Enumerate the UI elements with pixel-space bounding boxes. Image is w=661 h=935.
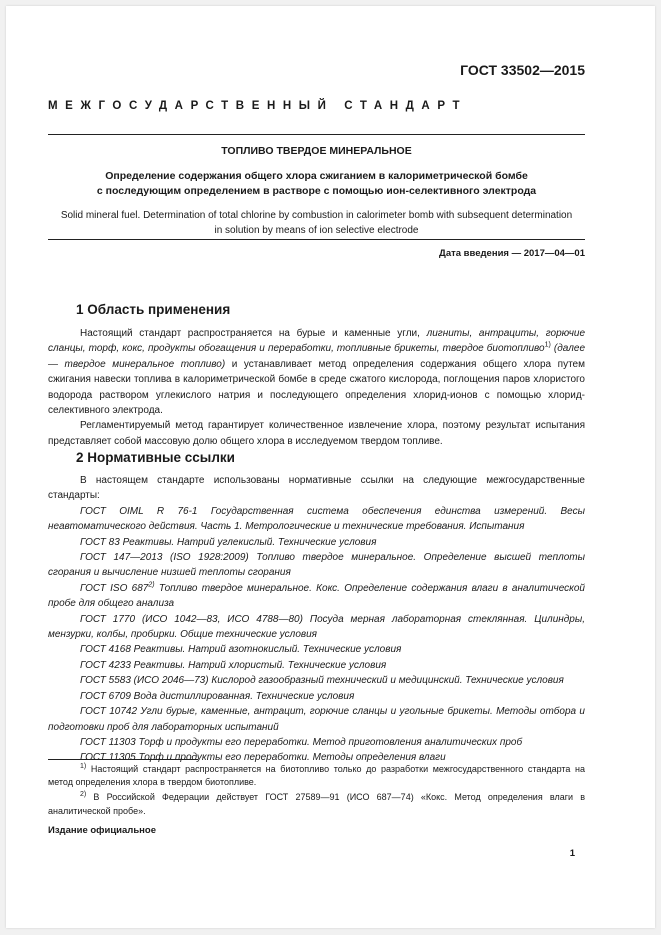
footnote-ref-1: 1) <box>544 342 551 350</box>
header-rule-top <box>48 134 585 135</box>
reference-item: ГОСТ 4168 Реактивы. Натрий азотнокислый. Технические условия <box>80 644 402 656</box>
section-1-paragraph-2: Регламентируемый метод гарантирует количественное извлечение хлора, поэтому результат испытания представляет собой массовую долю общего хлора в исследуемом твердом топливе. <box>48 420 585 447</box>
reference-item: ГОСТ 11303 Торф и продукты его переработки. Метод приготовления аналитических проб <box>80 736 523 748</box>
footnotes <box>48 763 585 820</box>
english-title-line-1: Solid mineral fuel. Determination of total chlorine by combustion in calorimeter bomb with subsequent determination <box>60 210 573 221</box>
reference-item-iso-687: ГОСТ ISO 687$^{2)}$ Топливо твердое минеральное. Кокс. Определение содержания влаги в аналитической пробе для общего анализа <box>48 581 585 610</box>
reference-item: ГОСТ 83 Реактивы. Натрий углекислый. Технические условия <box>80 536 377 548</box>
section-2-heading: 2 Нормативные ссылки <box>76 450 235 465</box>
section-1-heading: 1 Область применения <box>76 302 231 317</box>
section-2-intro: В настоящем стандарте использованы нормативные ссылки на следующие межгосударственные стандарты: <box>48 475 585 502</box>
document-number: ГОСТ 33502—2015 <box>460 62 585 78</box>
section-1-paragraph-1: Настоящий стандарт распространяется на бурые и каменные угли, лигниты, антрациты, горючие сланцы, торф, кокс, продукты обогащения и переработки, топливные брикеты, твердое биотопливо$^{1)}$ (далее — твердое минеральное топливо) и устанавливает метод определения содержания общего хлора путем сжигания навески топлива в калориметрической бомбе в среде сжатого кислорода, поглощения паров хлористого водорода раствором углекислого натрия и последующего определения хлорид-ионов с помощью хлорид-селективного электрода. <box>48 328 586 417</box>
reference-item: ГОСТ 11305 Торф и продукты его переработки. Методы определения влаги <box>80 752 446 764</box>
subtitle-line-2: с последующим определением в растворе с помощью ион-селективного электрода <box>96 185 537 197</box>
footnote-1: $^{1)}$ Настоящий стандарт распространяется на биотопливо только до разработки межгосударственного стандарта на метод определения хлора в твердом биотопливе. <box>48 763 585 788</box>
edition-label: Издание официальное <box>48 825 156 836</box>
document-page <box>6 6 655 928</box>
subtitle-line-1: Определение содержания общего хлора сжиганием в калориметрической бомбе <box>105 170 528 182</box>
reference-item: ГОСТ 4233 Реактивы. Натрий хлористый. Технические условия <box>80 659 387 671</box>
reference-item: ГОСТ 147—2013 (ISO 1928:2009) Топливо твердое минеральное. Определение высшей теплоты сгорания и вычисление низшей теплоты сгорания <box>48 552 585 579</box>
effective-date: Дата введения — 2017—04—01 <box>439 248 585 259</box>
reference-item: ГОСТ 6709 Вода дистиллированная. Технические условия <box>80 690 355 702</box>
header-rule-bottom <box>48 239 585 240</box>
reference-item: ГОСТ 5583 (ИСО 2046—73) Кислород газообразный технический и медицинский. Технические условия <box>80 675 564 687</box>
document-title: ТОПЛИВО ТВЕРДОЕ МИНЕРАЛЬНОЕ <box>221 145 412 157</box>
reference-item: ГОСТ OIML R 76-1 Государственная система обеспечения единства измерений. Весы неавтоматического действия. Часть 1. Метрологические и технические требования. Испытания <box>48 505 585 533</box>
reference-item: ГОСТ 10742 Угли бурые, каменные, антрацит, горючие сланцы и угольные брикеты. Методы отбора и подготовки проб для лабораторных испытаний <box>48 706 585 733</box>
reference-item: ГОСТ 1770 (ИСО 1042—83, ИСО 4788—80) Посуда мерная лабораторная стеклянная. Цилиндры, мензурки, колбы, пробирки. Общие технические условия <box>48 613 585 641</box>
footnote-ref-2: 2) <box>148 581 155 589</box>
english-title <box>48 208 585 238</box>
document-subtitle <box>48 169 585 199</box>
footnote-2: $^{2)}$ В Российской Федерации действует ГОСТ 27589—91 (ИСО 687—74) «Кокс. Метод определения влаги в аналитической пробе». <box>48 791 585 816</box>
page-number: 1 <box>569 848 575 859</box>
section-2-body <box>48 473 585 766</box>
english-title-line-2: in solution by means of ion selective electrode <box>214 225 419 236</box>
standard-banner: МЕЖГОСУДАРСТВЕННЫЙ СТАНДАРТ <box>48 100 468 112</box>
section-1-body <box>48 326 585 449</box>
footnote-divider <box>48 759 198 760</box>
